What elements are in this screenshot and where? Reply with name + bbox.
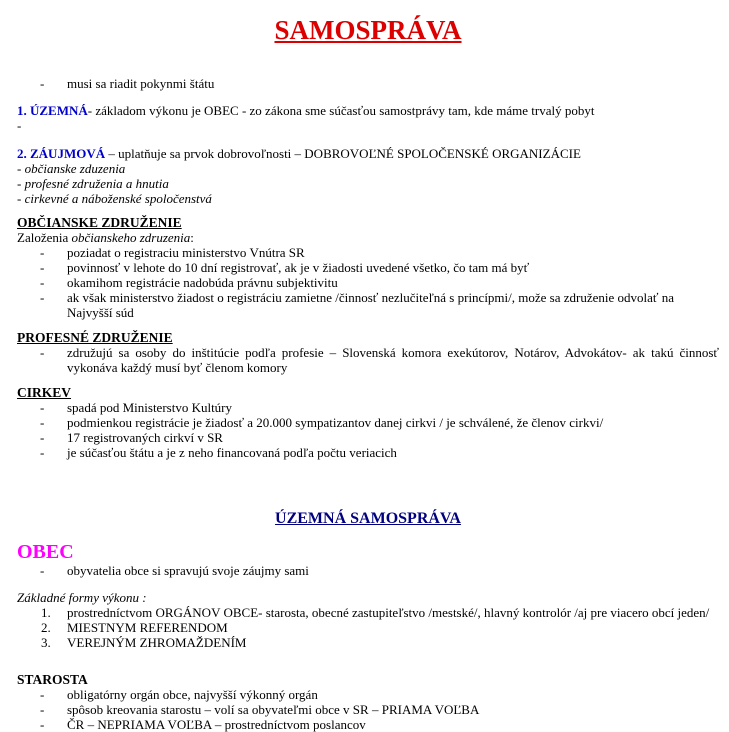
list-item-text: združujú sa osoby do inštitúcie podľa profesie – Slovenská komora exekútorov, Notárov, Advokátov- ak takú činnosť vykonáva každý musí byť členom komory bbox=[67, 345, 719, 375]
section-heading-cirkev: CIRKEV bbox=[17, 385, 72, 400]
list-item-text: 17 registrovaných cirkví v SR bbox=[67, 430, 223, 445]
uzemna-text: - základom výkonu je OBEC - zo zákona sme súčasťou samostprávy tam, kde máme trvalý pobyt bbox=[87, 103, 595, 118]
list-item bbox=[17, 445, 719, 460]
list-item-text: obligatórny orgán obce, najvyšší výkonný orgán bbox=[67, 687, 318, 702]
list-item-text: poziadat o registraciu ministerstvo Vnútra SR bbox=[67, 245, 305, 260]
org-type-line: - profesné združenia a hnutia bbox=[17, 176, 169, 191]
list-item bbox=[17, 345, 719, 375]
list-item-text: obyvatelia obce si spravujú svoje záujmy sami bbox=[67, 563, 309, 578]
section-heading-obcianske: OBČIANSKE ZDRUŽENIE bbox=[17, 215, 182, 230]
lead-tail: : bbox=[190, 230, 194, 245]
numbered-item bbox=[17, 620, 719, 635]
list-item bbox=[17, 290, 719, 320]
list-item bbox=[17, 415, 719, 430]
list-item bbox=[17, 260, 719, 275]
numbered-item-text: MIESTNYM REFERENDOM bbox=[67, 620, 228, 635]
list-item bbox=[17, 400, 719, 415]
list-item-text: musi sa riadit pokynmi štátu bbox=[67, 76, 215, 91]
section-heading-uzemna-samosprava: ÚZEMNÁ SAMOSPRÁVA bbox=[275, 510, 461, 527]
uzemna-line bbox=[17, 103, 719, 118]
org-type-line: - občianske zduzenia bbox=[17, 161, 126, 176]
list-item bbox=[17, 563, 719, 578]
list-item bbox=[17, 687, 719, 702]
list-item-text: spôsob kreovania starostu – volí sa obyvateľmi obce v SR – PRIAMA VOĽBA bbox=[67, 702, 480, 717]
page-title: SAMOSPRÁVA bbox=[274, 15, 462, 45]
list-item-text: je súčasťou štátu a je z neho financovaná podľa počtu veriacich bbox=[67, 445, 397, 460]
uzemna-label: 1. ÚZEMNÁ bbox=[17, 103, 88, 118]
numbered-item-text: VEREJNÝM ZHROMAŽDENÍM bbox=[67, 635, 247, 650]
list-item bbox=[17, 430, 719, 445]
zaujmova-text: – uplatňuje sa prvok dobrovoľnosti – DOBROVOĽNÉ SPOLOČENSKÉ ORGANIZÁCIE bbox=[105, 146, 581, 161]
list-item bbox=[17, 275, 719, 290]
section-heading-obec: OBEC bbox=[17, 541, 74, 563]
list-item-text: ak však ministerstvo žiadost o registráciu zamietne /činnosť nezlučiteľná s princípmi/, može sa združenie odvolať na Najvyšší súd bbox=[67, 290, 674, 320]
stray-dash: - bbox=[17, 118, 22, 133]
numbered-item bbox=[17, 635, 719, 650]
lead-normal: Založenia bbox=[17, 230, 72, 245]
list-item-text: podmienkou registrácie je žiadosť a 20.000 sympatizantov danej cirkvi / je schválené, že členov cirkvi/ bbox=[67, 415, 604, 430]
zaujmova-line bbox=[17, 146, 719, 161]
obcianske-lead bbox=[17, 230, 719, 245]
org-type-line: - cirkevné a náboženské spoločenstvá bbox=[17, 191, 212, 206]
section-heading-starosta: STAROSTA bbox=[17, 672, 88, 687]
list-item bbox=[17, 76, 719, 91]
list-item-text: okamihom registrácie nadobúda právnu subjektivitu bbox=[67, 275, 338, 290]
list-item-text: ČR – NEPRIAMA VOĽBA – prostredníctvom poslancov bbox=[67, 717, 366, 732]
list-item bbox=[17, 245, 719, 260]
zaujmova-label: 2. ZÁUJMOVÁ bbox=[17, 146, 106, 161]
list-item-text: povinnosť v lehote do 10 dní registrovať, ak je v žiadosti uvedené všetko, čo tam má byť bbox=[67, 260, 530, 275]
list-item bbox=[17, 702, 719, 717]
numbered-item bbox=[17, 605, 719, 620]
list-item bbox=[17, 717, 719, 732]
forms-lead: Základné formy výkonu : bbox=[17, 590, 147, 605]
forms-list bbox=[17, 605, 719, 650]
numbered-item-text: prostredníctvom ORGÁNOV OBCE- starosta, obecné zastupiteľstvo /mestské/, hlavný kontrolór /aj pre viacero obcí jeden/ bbox=[67, 605, 710, 620]
lead-italic: občianskeho zdruzenia bbox=[71, 230, 191, 245]
list-item-text: spadá pod Ministerstvo Kultúry bbox=[67, 400, 233, 415]
section-heading-profesne: PROFESNÉ ZDRUŽENIE bbox=[17, 330, 173, 345]
